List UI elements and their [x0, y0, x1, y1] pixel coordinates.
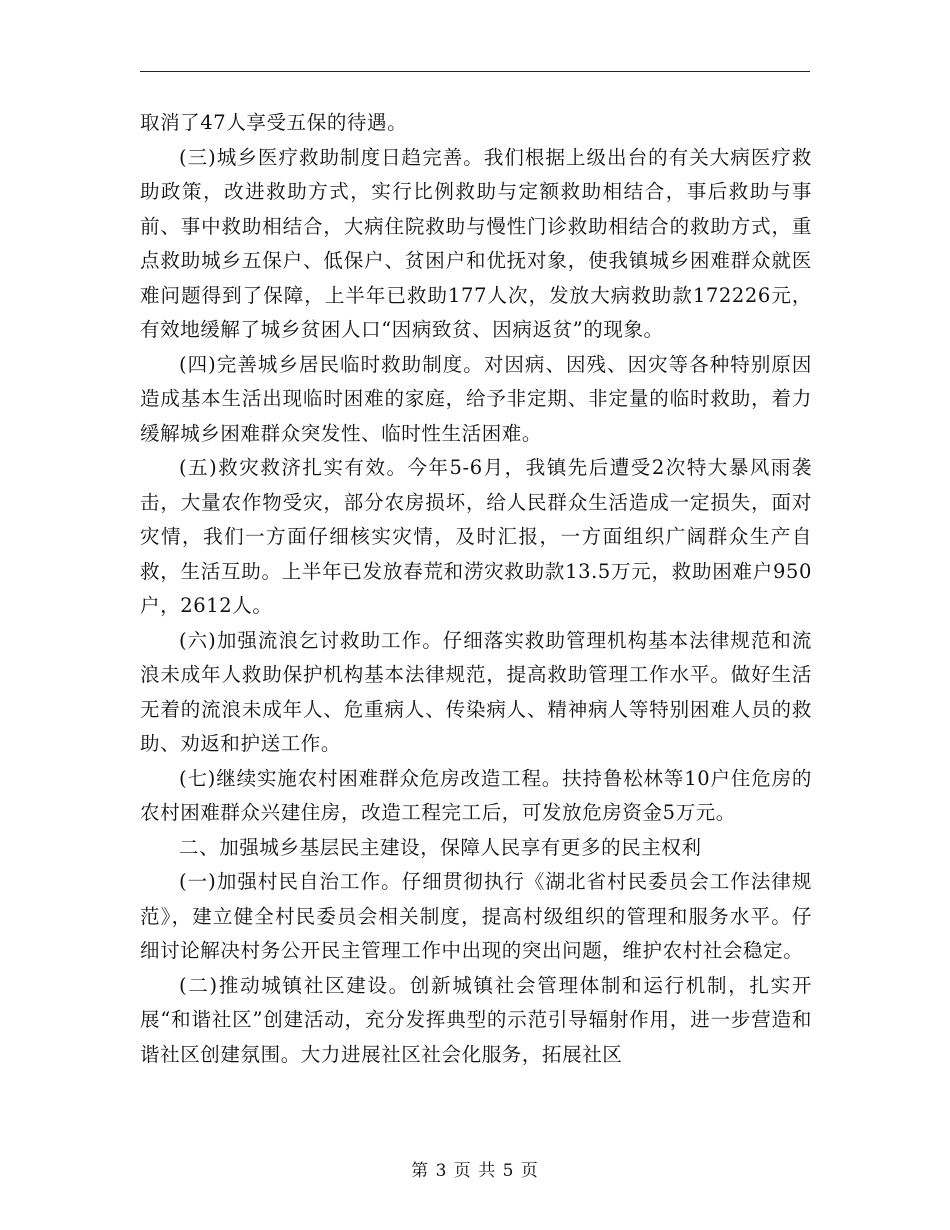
- section-heading-democracy: 二、加强城乡基层民主建设，保障人民享有更多的民主权利: [179, 835, 702, 859]
- header-rule: [140, 71, 810, 72]
- paragraph-village-autonomy: (一)加强村民自治工作。仔细贯彻执行《湖北省村民委员会工作法律规范》，建立健全村民委员会相关制度，提高村级组织的管理和服务水平。仔细讨论解决村务公开民主管理工作中出现的突出问题，维护农村社会稳定。: [140, 870, 812, 962]
- paragraph-housing-renovation: (七)继续实施农村困难群众危房改造工程。扶持鲁松林等10户住危房的农村困难群众兴建住房，改造工程完工后，可发放危房资金5万元。: [140, 766, 812, 824]
- paragraph-temporary-aid: (四)完善城乡居民临时救助制度。对因病、因残、因灾等各种特别原因造成基本生活出现临时困难的家庭，给予非定期、非定量的临时救助，着力缓解城乡困难群众突发性、临时性生活困难。: [140, 352, 812, 445]
- document-body: [140, 106, 812, 1072]
- paragraph-continuation: 取消了47人享受五保的待遇。: [140, 111, 408, 134]
- paragraph-community-building: (二)推动城镇社区建设。创新城镇社会管理体制和运行机制，扎实开展“和谐社区”创建活动，充分发挥典型的示范引导辐射作用，进一步营造和谐社区创建氛围。大力进展社区社会化服务，拓展社区: [140, 973, 812, 1066]
- paragraph-vagrant-aid: (六)加强流浪乞讨救助工作。仔细落实救助管理机构基本法律规范和流浪未成年人救助保护机构基本法律规范，提高救助管理工作水平。做好生活无着的流浪未成年人、危重病人、传染病人、精神病人等特别困难人员的救助、劝返和护送工作。: [140, 628, 812, 755]
- page-number-label: 第 3 页 共 5 页: [411, 1161, 539, 1181]
- page-footer: [0, 1156, 950, 1181]
- paragraph-medical-aid: (三)城乡医疗救助制度日趋完善。我们根据上级出台的有关大病医疗救助政策，改进救助方式，实行比例救助与定额救助相结合，事后救助与事前、事中救助相结合，大病住院救助与慢性门诊救助相结合的救助方式，重点救助城乡五保户、低保户、贫困户和优抚对象，使我镇城乡困难群众就医难问题得到了保障，上半年已救助177人次，发放大病救助款172226元，有效地缓解了城乡贫困人口“因病致贫、因病返贫”的现象。: [140, 145, 812, 341]
- paragraph-disaster-relief: (五)救灾救济扎实有效。今年5-6月，我镇先后遭受2次特大暴风雨袭击，大量农作物受灾，部分农房损坏，给人民群众生活造成一定损失，面对灾情，我们一方面仔细核实灾情，及时汇报，一方面组织广阔群众生产自救，生活互助。上半年已发放春荒和涝灾救助款13.5万元，救助困难户950户，2612人。: [140, 456, 812, 617]
